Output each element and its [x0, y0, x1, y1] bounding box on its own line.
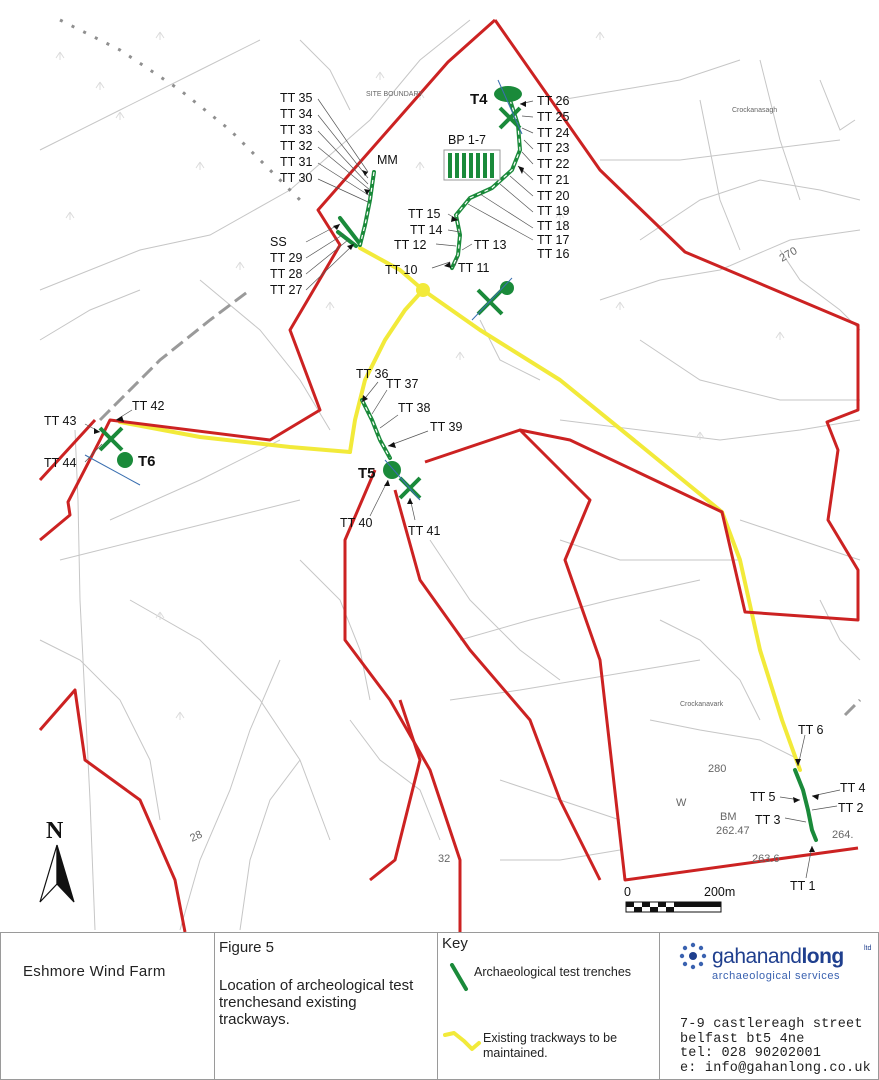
spot-height-262-47: 262.47	[716, 825, 750, 837]
label-tt14: TT 14	[410, 223, 443, 237]
label-tt24: TT 24	[537, 126, 570, 140]
address-line-1: 7-9 castlereagh street	[680, 1017, 863, 1032]
legend-figure-cell	[215, 933, 438, 1079]
label-tt33: TT 33	[280, 123, 313, 137]
label-tt18: TT 18	[537, 219, 570, 233]
key-title: Key	[442, 935, 468, 952]
label-tt41: TT 41	[408, 524, 441, 538]
label-tt10: TT 10	[385, 263, 418, 277]
label-tt5: TT 5	[750, 790, 776, 804]
logo-emblem-icon	[678, 941, 708, 971]
track-junction	[416, 283, 430, 297]
spot-height-bm: BM	[720, 811, 737, 823]
legend-key-cell	[438, 933, 660, 1079]
company-name	[712, 945, 844, 969]
label-tt32: TT 32	[280, 139, 313, 153]
marker-ss: SS	[270, 235, 287, 249]
label-tt19: TT 19	[537, 204, 570, 218]
label-tt21: TT 21	[537, 173, 570, 187]
company-name-part2: long	[801, 945, 844, 968]
label-tt42: TT 42	[132, 399, 165, 413]
label-tt2: TT 2	[838, 801, 864, 815]
label-tt13: TT 13	[474, 238, 507, 252]
label-tt23: TT 23	[537, 141, 570, 155]
figure-caption: Location of archeological test trenchesand existing trackways.	[219, 977, 414, 1028]
north-label: N	[46, 818, 64, 844]
label-tt37: TT 37	[386, 377, 419, 391]
scale-end-label: 200m	[704, 885, 736, 899]
label-tt35: TT 35	[280, 91, 313, 105]
spot-height-32: 32	[438, 853, 451, 865]
label-tt22: TT 22	[537, 157, 570, 171]
marker-mm: MM	[377, 153, 398, 167]
label-tt43: TT 43	[44, 414, 77, 428]
company-name-part1: gahanand	[712, 945, 802, 968]
label-tt11: TT 11	[458, 261, 490, 275]
turbine-t5-label: T5	[358, 465, 376, 482]
label-tt44: TT 44	[44, 456, 77, 470]
label-tt25: TT 25	[537, 110, 570, 124]
site-boundary-text: SITE BOUNDARY	[366, 91, 424, 98]
spot-height-w: W	[676, 797, 687, 809]
project-name: Eshmore Wind Farm	[23, 963, 166, 980]
label-tt36: TT 36	[356, 367, 389, 381]
label-tt1: TT 1	[790, 879, 816, 893]
trench-key-icon	[446, 963, 472, 993]
label-tt6: TT 6	[798, 723, 824, 737]
label-tt17: TT 17	[537, 233, 570, 247]
company-phone: tel: 028 90202001	[680, 1046, 822, 1061]
label-tt15: TT 15	[408, 207, 441, 221]
figure-label: Figure 5	[219, 939, 275, 956]
trackway-key-icon	[442, 1029, 482, 1057]
label-tt27: TT 27	[270, 283, 303, 297]
spot-height-280: 280	[708, 763, 727, 775]
label-tt26: TT 26	[537, 94, 570, 108]
turbine-t6-label: T6	[138, 453, 156, 470]
legend-company-cell	[660, 933, 878, 1079]
label-tt20: TT 20	[537, 189, 570, 203]
label-tt3: TT 3	[755, 813, 781, 827]
legend-panel	[0, 932, 879, 1080]
spot-height-263-6: 263.6	[752, 853, 780, 865]
label-tt30: TT 30	[280, 171, 313, 185]
label-tt12: TT 12	[394, 238, 427, 252]
turbine-t4-label: T4	[470, 91, 488, 108]
spot-height-270: 270	[777, 245, 800, 265]
label-tt40: TT 40	[340, 516, 373, 530]
company-email: e: info@gahanlong.co.uk	[680, 1061, 871, 1076]
label-tt29: TT 29	[270, 251, 303, 265]
legend-project-cell	[1, 933, 215, 1079]
company-logo	[678, 939, 878, 982]
label-tt4: TT 4	[840, 781, 866, 795]
company-ltd-mark: ltd	[864, 945, 872, 952]
label-tt34: TT 34	[280, 107, 313, 121]
borrow-pits-label: BP 1-7	[448, 133, 486, 147]
label-tt16: TT 16	[537, 247, 570, 261]
key-trench-label: Archaeological test trenches	[474, 965, 632, 979]
spot-height-28: 28	[188, 828, 205, 845]
label-tt31: TT 31	[280, 155, 313, 169]
address-line-2: belfast bt5 4ne	[680, 1032, 805, 1047]
label-tt38: TT 38	[398, 401, 431, 415]
company-subtitle: archaeological services	[712, 970, 841, 982]
place-crockanavark: Crockanavark	[680, 701, 724, 708]
borrow-pits	[444, 150, 500, 180]
scale-start-label: 0	[624, 885, 631, 899]
key-trackway-label: Existing trackways to be maintained.	[483, 1031, 618, 1060]
label-tt39: TT 39	[430, 420, 463, 434]
spot-height-264: 264.	[832, 829, 854, 841]
place-crockanasagh: Crockanasagh	[732, 107, 778, 114]
label-tt28: TT 28	[270, 267, 303, 281]
